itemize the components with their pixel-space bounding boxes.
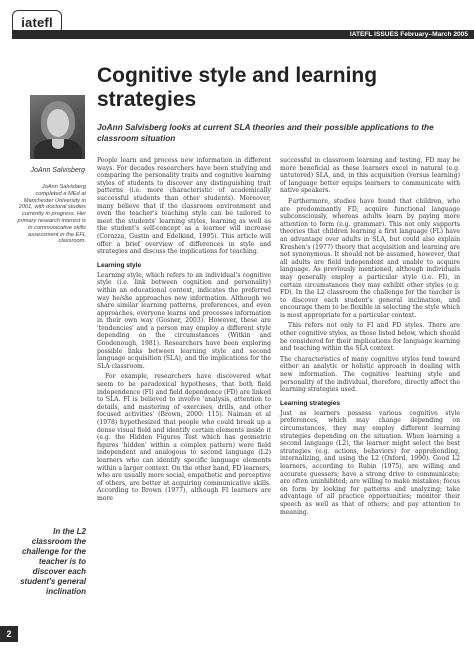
author-bio: JoAnn Salvisberg completed a MEd at Manchester University in 2001, with doctoral studies currently in progress. Her primary research interest is in communicative skills assessment in the EFL classroom.: [17, 184, 86, 245]
pull-quote: In the L2 classroom the challenge for the teacher is to discover each student's general inclination: [20, 527, 86, 596]
column-2: [280, 157, 460, 519]
logo-text: iatefl: [21, 14, 53, 30]
article-subtitle: JoAnn Salvisberg looks at current SLA theories and their possible applications to the classroom situation: [97, 122, 434, 143]
paragraph: For example, researchers have discovered what seem to be paradoxical hypotheses, that both field independence (FI) and field dependence (FD) are linked to SLA. FI is believed to involve 'analysis, attention to details, and mastering of exercises, drills, and other focused activities' (Brown, 2000: 115). Naiman et al (1978) hypothesized that people who could break up a dense visual field and identify certain elements inside it (e.g. the Hidden Figures Test which has geometric figures 'hidden' within a complex pattern) were field independent and analogous to second language (L2) learners who can identify specific language elements within a larger context. On the other hand, FD learners, who are usually more social, empathetic and perceptive of others, are better at acquiring communicative skills. According to Brown (1977), although FI learners are more: [97, 373, 271, 502]
article-title: Cognitive style and learning strategies: [97, 64, 378, 111]
section-heading-learning-strategies: Learning strategies: [280, 399, 340, 407]
paragraph: Furthermore, studies have found that children, who are predominantly FD, acquire functional language subconsciously, whereas adults learn by paying more attention to form (e.g. grammar). This not only supports theories that children learning a first language (FL) have an advantage over adults in SLA, but could also explain Krashen's (1977) theory that acquisition and learning are not synonymous. It should not be assumed, however, that all adults are field independent and unable to acquire language. As previously mentioned, although individuals may generally employ a particular style (i.e. FI), in certain circumstances they may exhibit other styles (e.g. FD). In the L2 classroom the challenge for the teacher is to discover each student's general inclination, and encourage them to be flexible in selecting the style which is most appropriate for a particular context.: [280, 197, 460, 319]
paragraph: Learning style, which refers to an individual's cognitive style (i.e. link between cognition and personality) within an educational context, indicates the preferred way he/she approaches new information. Although we share similar learning patterns, preferences, and even approaches, everyone learns and processes information in their own way (Gosner, 2003). However, these are 'tendencies' and a person may employ a different style depending on the circumstances (Witkin and Goodenough, 1981). Researchers have been exploring possible links between learning style and second language acquisition (SLA), and the implications for the SLA classroom.: [97, 271, 271, 370]
paragraph: This refers not only to FI and FD styles. There are other cognitive styles, as those listed below, which should be considered for their implications for language learning and teaching within the SLA context.: [280, 322, 460, 353]
paragraph: successful in classroom learning and testing, FD may be more beneficial as these learners excel in natural (e.g. untutored) SLA, and, in this acquisition (versus learning) of language better equips learners to communicate with native speakers.: [280, 157, 460, 195]
page-number: 2: [6, 629, 12, 639]
intro-paragraph: People learn and process new information in different ways. For decades researchers have been studying and comparing the personality traits and cognitive learning styles of students to discover any distinguishing trait patterns (i.e. more characteristic of academically successful students than other students). Moreover, many believe that if the classroom environment and even the teacher's teaching style can be tailored to meet the students' learning styles, learning as well as the student's self-concept as a learner will increase (Corazza, Gustin and Edelkind, 1995). This article will offer a brief overview of differences in style and strategies and discuss the implications for teaching.: [97, 157, 271, 256]
section-heading-learning-style: Learning style: [97, 261, 142, 269]
header-bar: [12, 30, 474, 39]
author-name: JoAnn Salvisberg: [30, 167, 85, 174]
paragraph: Just as learners possess various cognitive style preferences, which may change depending on circumstances, they may employ different learning strategies depending on the situation. When learning a second language (L2), the learner might select the best strategies (e.g. actions, behaviors) for apprehending, internalizing, and using the L2 (Oxford, 1990). Good L2 learners, according to Rubin (1975), are willing and accurate guessers; have a strong drive to communicate; are often uninhibited; are willing to make mistakes; focus on form by looking for patterns and analyzing; take advantage of all practice opportunities; monitor their speech as well as that of others; and pay attention to meaning.: [280, 409, 460, 516]
column-1: [97, 157, 271, 506]
page-number-box: [0, 626, 18, 642]
running-title: IATEFL ISSUES February–March 2005: [349, 31, 468, 38]
author-photo: [30, 95, 85, 159]
paragraph: The characteristics of many cognitive styles tend toward either an analytic or holistic approach in dealing with new information. The cognitive learning style and personality of the individual, therefore, directly affect the learning strategies used.: [280, 355, 460, 394]
